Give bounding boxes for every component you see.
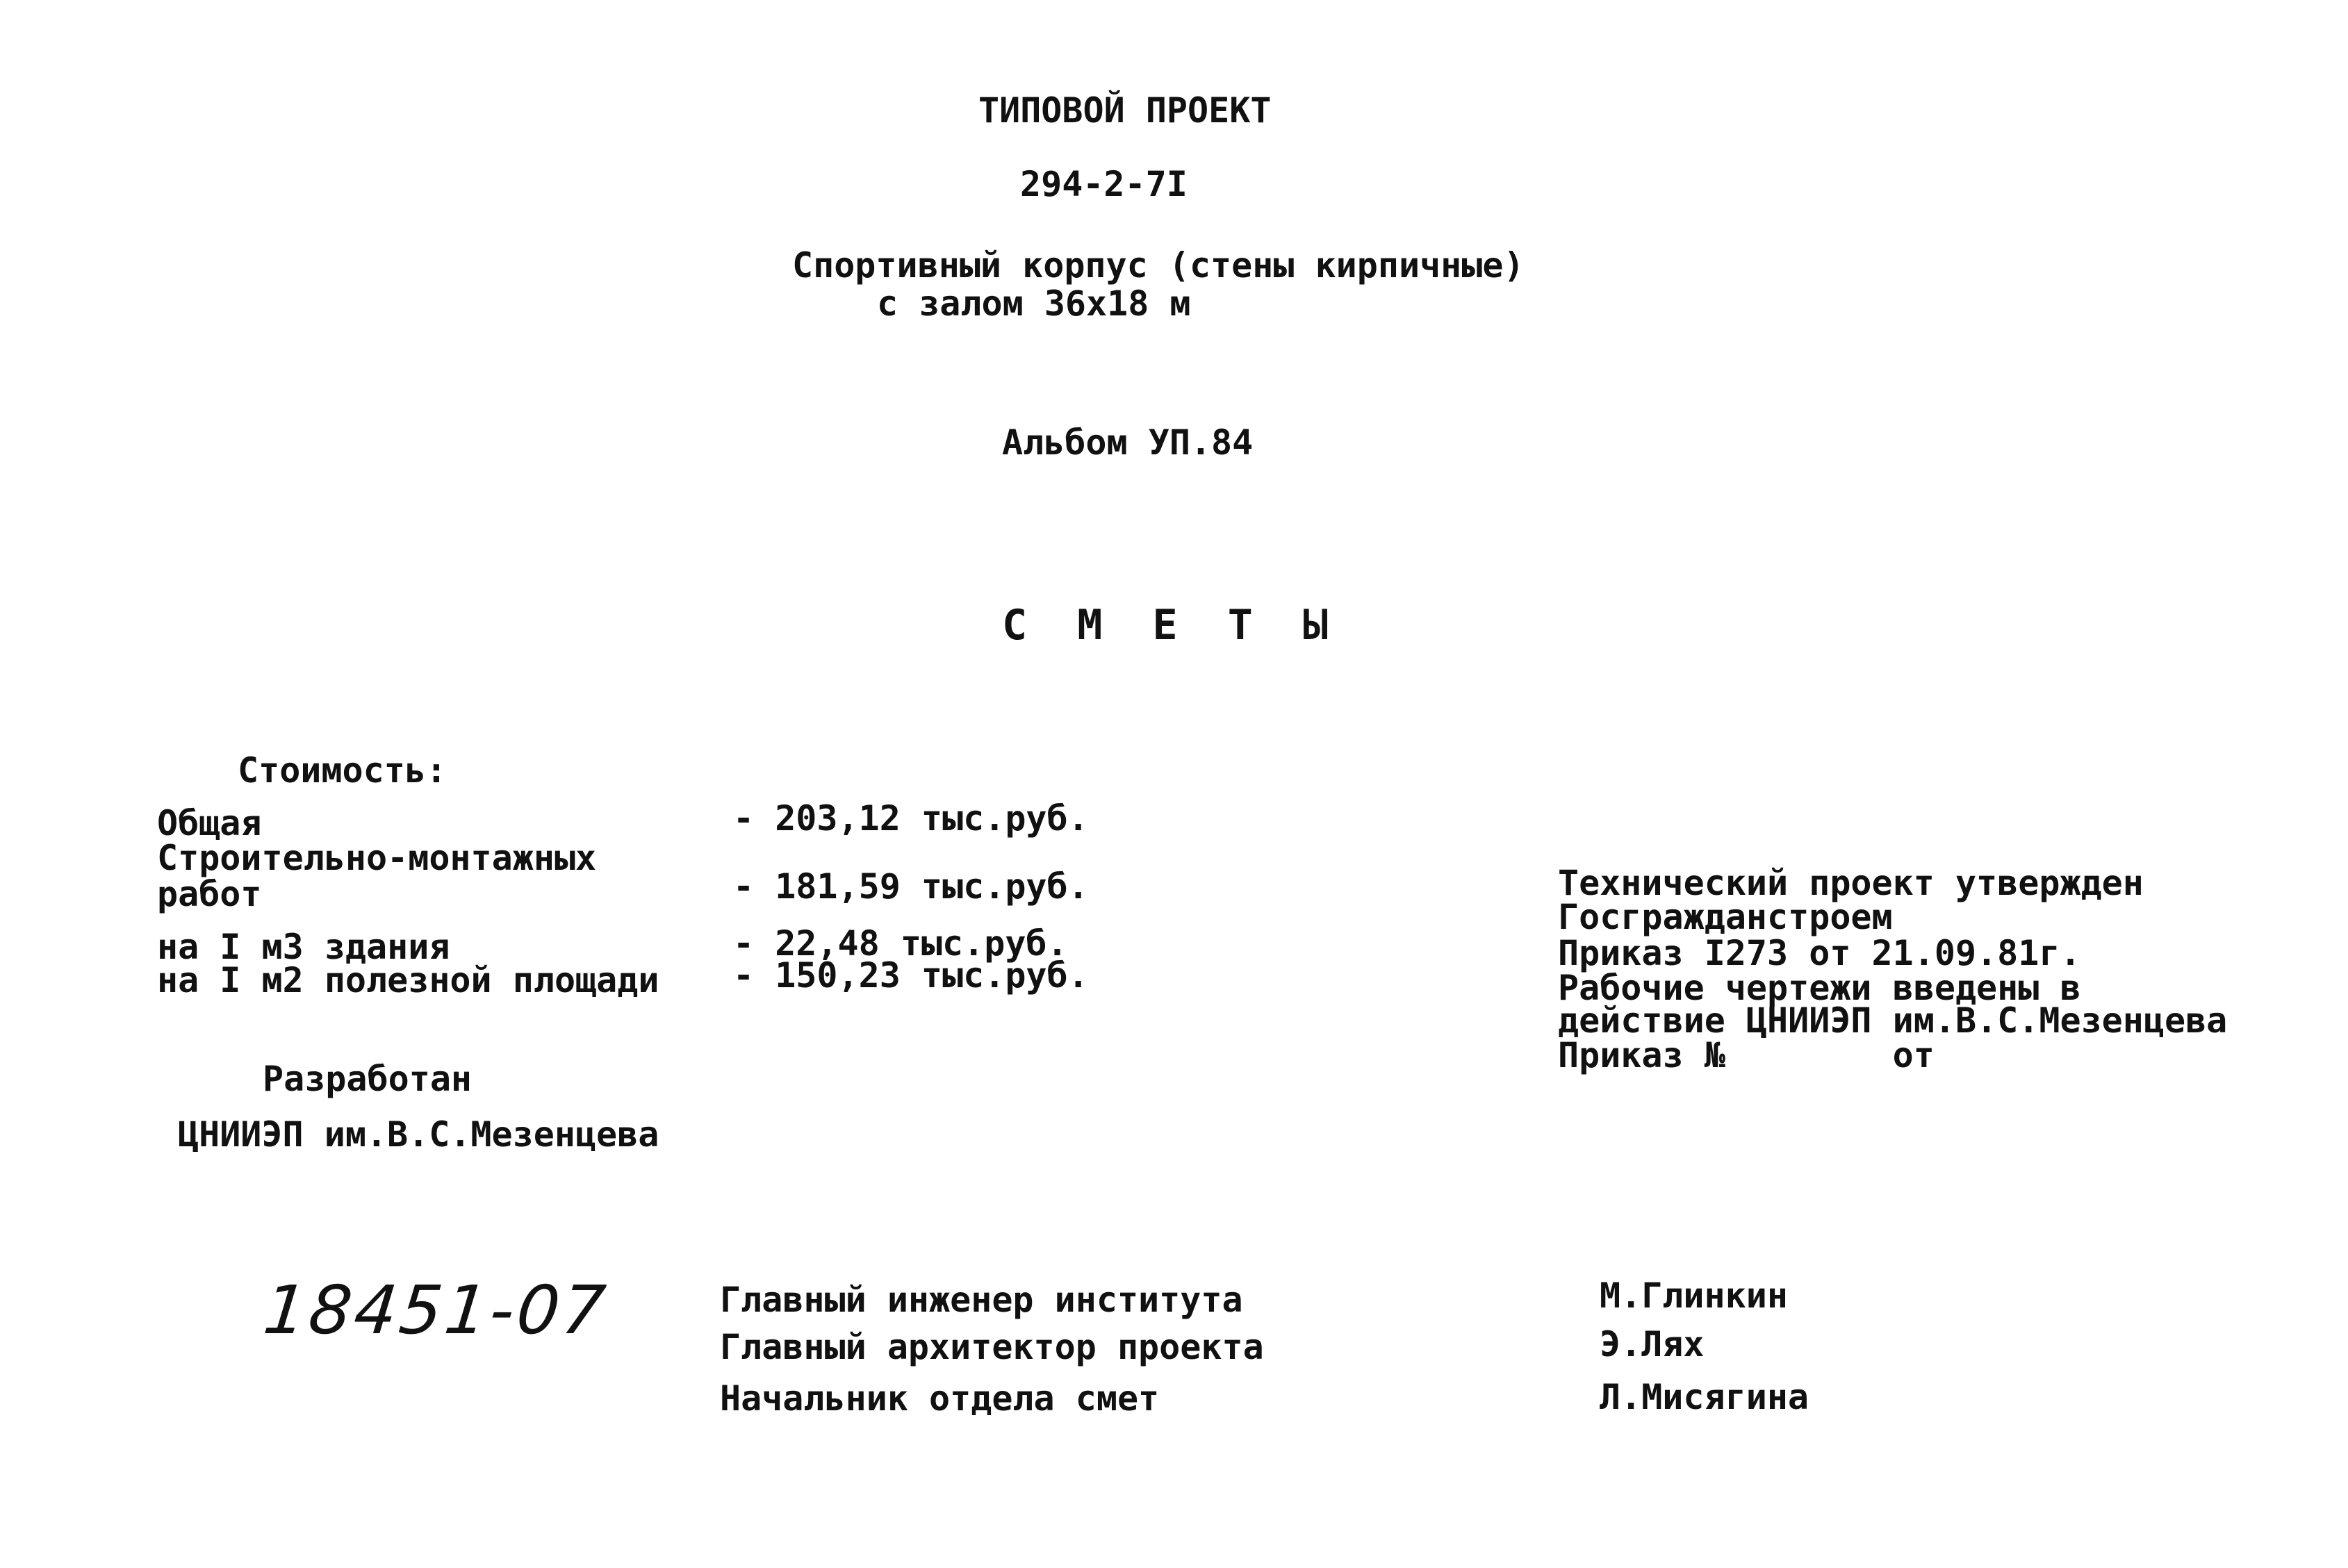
- approval-line-2: Госгражданстроем: [1558, 897, 1893, 937]
- cost-value-per-m2: - 150,23 тыс.руб.: [733, 955, 1089, 996]
- approval-line-5: действие ЦНИИЭП им.В.С.Мезенцева: [1558, 1000, 2228, 1041]
- cost-value-total: - 203,12 тыс.руб.: [733, 798, 1089, 839]
- signature-role-3: Начальник отдела смет: [720, 1378, 1160, 1419]
- album-number: Альбом УП.84: [1002, 422, 1254, 463]
- cost-label-construction: Строительно-монтажных: [157, 838, 597, 878]
- signature-name-2: Э.Лях: [1600, 1324, 1705, 1364]
- cost-value-construction: - 181,59 тыс.руб.: [733, 866, 1089, 907]
- title-line-2: с залом 36x18 м: [877, 283, 1191, 324]
- cost-value-per-m3: - 22,48 тыс.руб.: [733, 923, 1068, 964]
- signature-name-3: Л.Мисягина: [1600, 1377, 1809, 1417]
- developer-org: ЦНИИЭП им.В.С.Мезенцева: [178, 1114, 659, 1155]
- cost-heading: Стоимость:: [238, 750, 448, 791]
- cost-label-construction-2: работ: [157, 874, 262, 914]
- approval-line-1: Технический проект утвержден: [1558, 863, 2144, 903]
- doc-type: ТИПОВОЙ ПРОЕКТ: [978, 90, 1272, 131]
- signature-role-2: Главный архитектор проекта: [720, 1327, 1264, 1367]
- inventory-number: 18451-07: [260, 1271, 612, 1349]
- cost-label-per-m2: на I м2 полезной площади: [157, 960, 659, 1000]
- approval-line-3: Приказ I273 от 21.09.81г.: [1558, 933, 2081, 973]
- signature-name-1: М.Глинкин: [1600, 1276, 1788, 1316]
- title-line-1: Спортивный корпус (стены кирпичные): [792, 245, 1525, 286]
- project-number: 294-2-7I: [1020, 164, 1188, 204]
- approval-line-6: Приказ № от: [1558, 1035, 1935, 1075]
- cost-label-per-m3: на I м3 здания: [157, 927, 450, 967]
- developer-label: Разработан: [263, 1059, 473, 1099]
- cost-label-total: Общая: [157, 803, 262, 843]
- approval-line-4: Рабочие чертежи введены в: [1558, 968, 2081, 1008]
- signature-role-1: Главный инженер института: [720, 1280, 1243, 1320]
- section-title: С М Е Т Ы: [1002, 601, 1341, 650]
